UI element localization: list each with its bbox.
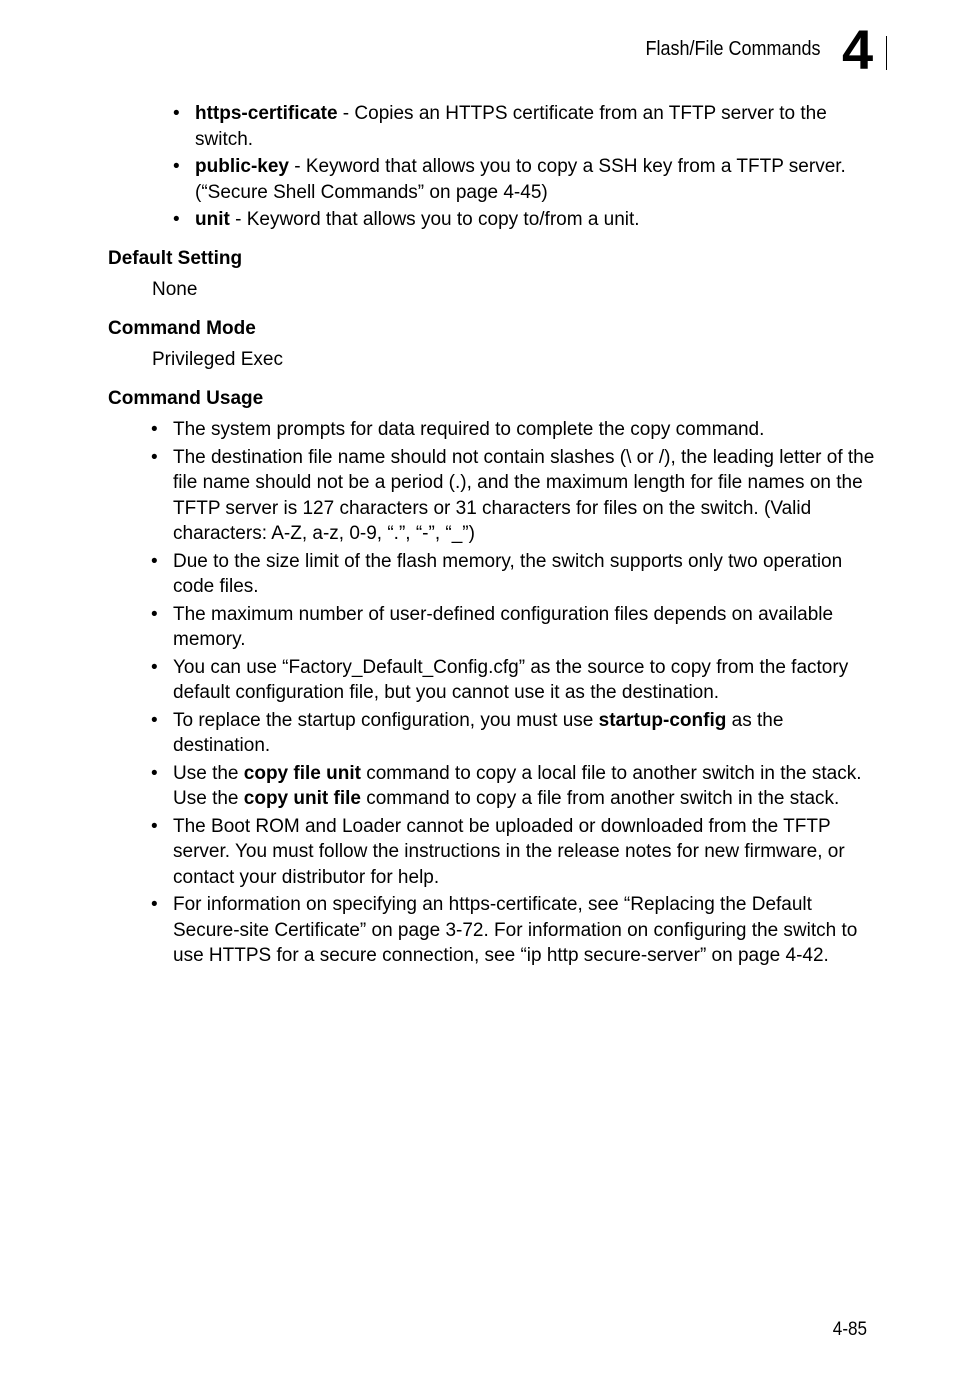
term-description: - Keyword that allows you to copy a SSH key from a TFTP server. (“Secure Shell Commands” on page 4-45) [195, 156, 846, 203]
default-setting-value: None [152, 279, 198, 300]
command-usage-list [173, 417, 875, 971]
item-text: command to copy a file from another switch in the stack. [360, 788, 840, 809]
term: https-certificate [195, 103, 338, 124]
list-item [173, 761, 875, 812]
command-mode-value: Privileged Exec [152, 349, 283, 370]
list-item: • For information on specifying an https-certificate, see “Replacing the Default Secure-site Certificate” on page 3-72. For information on configuring the switch to use HTTPS for a secure connection, see “ip http secure-server” on page 4-42. [173, 892, 875, 969]
list-item: • The destination file name should not contain slashes (\ or /), the leading letter of the file name should not be a period (.), and the maximum length for file names on the TFTP server is 127 characters or 31 characters for files on the switch. (Valid characters: A-Z, a-z, 0-9, “.”, “-”, “_”) [173, 445, 875, 547]
list-item: • The maximum number of user-defined configuration files depends on available memory. [173, 602, 875, 653]
page-number: 4-85 [832, 1319, 867, 1340]
command-keyword: copy file unit [243, 762, 361, 784]
chapter-rule [886, 36, 887, 70]
item-text: as the destination. [173, 709, 784, 756]
list-item: • The Boot ROM and Loader cannot be uploaded or downloaded from the TFTP server. You must follow the instructions in the release notes for new firmware, or contact your distributor for help. [173, 814, 875, 891]
list-item [195, 154, 875, 205]
command-keyword: copy unit file [243, 788, 361, 809]
command-mode-heading: Command Mode [108, 318, 256, 339]
header-title: Flash/File Commands [645, 38, 821, 60]
command-usage-heading: Command Usage [108, 388, 264, 409]
list-item [195, 101, 875, 152]
list-item [173, 708, 875, 759]
term: unit [195, 209, 230, 230]
list-item: • The system prompts for data required to complete the copy command. [173, 417, 875, 443]
item-text: Use the [173, 762, 244, 784]
list-item: • Due to the size limit of the flash memory, the switch supports only two operation code files. [173, 549, 875, 600]
term: public-key [195, 156, 289, 177]
command-keyword: startup-config [598, 709, 727, 731]
item-text: To replace the startup configuration, you must use [173, 709, 599, 731]
list-item [195, 207, 875, 233]
term-description: - Copies an HTTPS certificate from an TFTP server to the switch. [195, 103, 827, 150]
chapter-number: 4 [842, 18, 874, 81]
parameter-list [195, 101, 875, 235]
list-item: • You can use “Factory_Default_Config.cfg” as the source to copy from the factory default configuration file, but you cannot use it as the destination. [173, 655, 875, 706]
default-setting-heading: Default Setting [108, 248, 243, 269]
term-description: - Keyword that allows you to copy to/from a unit. [229, 209, 640, 230]
item-text: command to copy a local file to another switch in the stack. Use the [173, 762, 862, 809]
